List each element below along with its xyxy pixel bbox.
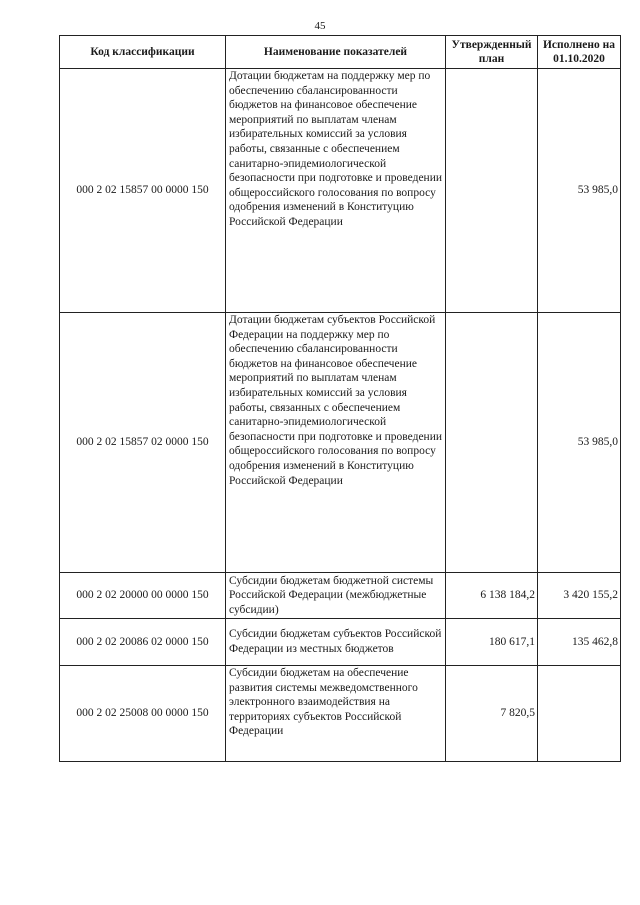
row-executed: 53 985,0 xyxy=(538,69,621,313)
row-plan xyxy=(446,69,538,313)
row-name: Субсидии бюджетам бюджетной системы Российской Федерации (межбюджетные субсидии) xyxy=(226,573,446,619)
row-plan: 180 617,1 xyxy=(446,619,538,666)
row-code: 000 2 02 15857 02 0000 150 xyxy=(60,313,226,573)
row-executed: 53 985,0 xyxy=(538,313,621,573)
row-code: 000 2 02 15857 00 0000 150 xyxy=(60,69,226,313)
page-number: 45 xyxy=(314,20,326,32)
header-name: Наименование показателей xyxy=(226,36,446,69)
table-row xyxy=(60,573,621,619)
row-executed xyxy=(538,666,621,762)
table-row xyxy=(60,666,621,762)
row-name: Дотации бюджетам на поддержку мер по обеспечению сбалансированности бюджетов на финансовое обеспечение мероприятий по выплатам членам избирательных комиссий за условия работы, связанные с обеспечением санитарно-эпидемиологической безопасности при подготовке и проведении общероссийского голосования по вопросу одобрения изменений в Конституцию Российской Федерации xyxy=(226,69,446,313)
row-plan: 7 820,5 xyxy=(446,666,538,762)
row-code: 000 2 02 20086 02 0000 150 xyxy=(60,619,226,666)
row-plan: 6 138 184,2 xyxy=(446,573,538,619)
header-plan: Утвержденный план xyxy=(446,36,538,69)
budget-table xyxy=(59,35,621,762)
row-name: Субсидии бюджетам субъектов Российской Федерации из местных бюджетов xyxy=(226,619,446,666)
row-name: Дотации бюджетам субъектов Российской Федерации на поддержку мер по обеспечению сбалансированности бюджетов на финансовое обеспечение мероприятий по выплатам членам избирательных комиссий за условия работы, связанных с обеспечением санитарно-эпидемиологической безопасности при подготовке и проведении общероссийского голосования по вопросу одобрения изменений в Конституцию Российской Федерации xyxy=(226,313,446,573)
row-executed: 3 420 155,2 xyxy=(538,573,621,619)
row-name: Субсидии бюджетам на обеспечение развития системы межведомственного электронного взаимодействия на территориях субъектов Российской Федерации xyxy=(226,666,446,762)
table-header-row xyxy=(60,36,621,69)
row-code: 000 2 02 20000 00 0000 150 xyxy=(60,573,226,619)
table-row xyxy=(60,69,621,313)
header-code: Код классификации xyxy=(60,36,226,69)
table-row xyxy=(60,619,621,666)
header-executed: Исполнено на 01.10.2020 xyxy=(538,36,621,69)
row-executed: 135 462,8 xyxy=(538,619,621,666)
row-plan xyxy=(446,313,538,573)
row-code: 000 2 02 25008 00 0000 150 xyxy=(60,666,226,762)
table-row xyxy=(60,313,621,573)
